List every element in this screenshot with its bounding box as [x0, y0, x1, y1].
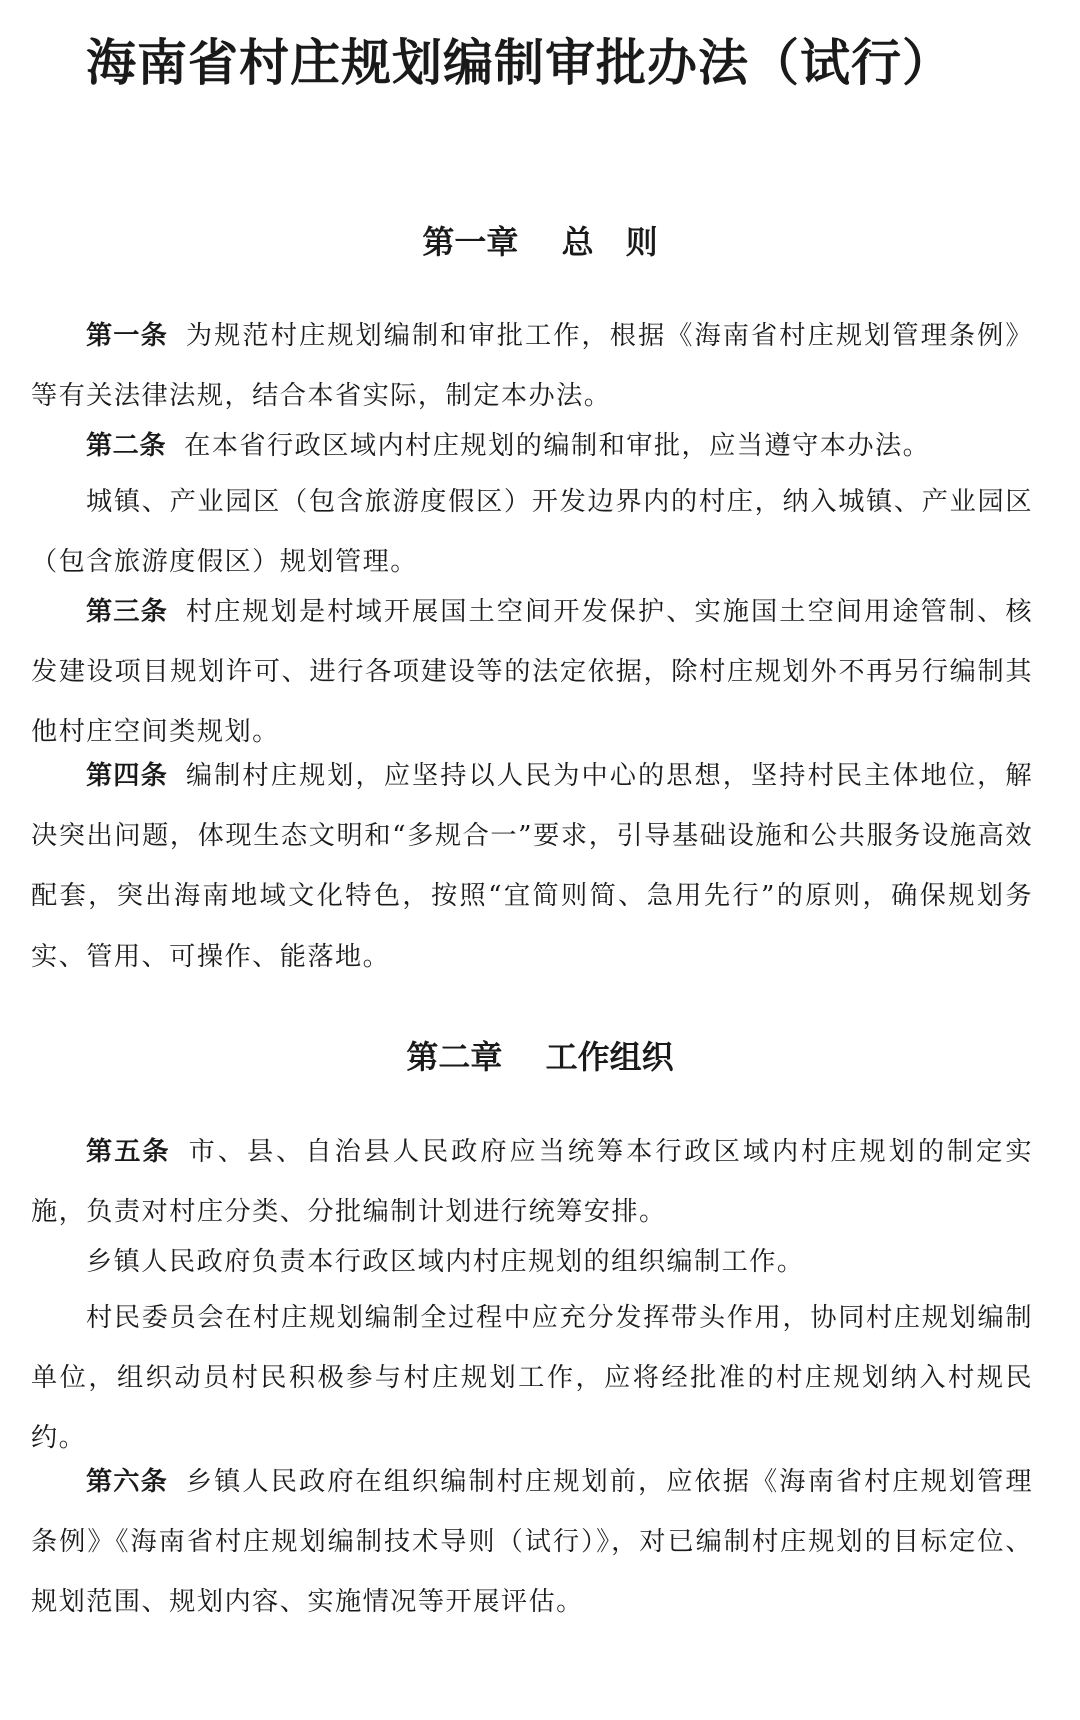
article-label: 第二条: [86, 431, 167, 461]
article-text: 编制村庄规划，应坚持以人民为中心的思想，坚持村民主体地位，解决突出问题，体现生态文明和“多规合一”要求，引导基础设施和公共服务设施高效配套，突出海南地域文化特色，按照“宜简则简、急用先行”的原则，确保规划务实、管用、可操作、能落地。: [31, 761, 1033, 972]
article-6: [31, 1452, 1033, 1633]
article-text: 村民委员会在村庄规划编制全过程中应充分发挥带头作用，协同村庄规划编制单位，组织动员村民积极参与村庄规划工作，应将经批准的村庄规划纳入村规民约。: [31, 1303, 1033, 1454]
chapter-2-heading: 第二章 工作组织: [406, 1038, 674, 1076]
article-text: 在本省行政区域内村庄规划的编制和审批，应当遵守本办法。: [184, 431, 931, 461]
chapter-1-heading: 第一章 总 则: [422, 223, 658, 261]
article-label: 第三条: [86, 597, 168, 627]
article-label: 第六条: [86, 1467, 168, 1497]
article-text: 乡镇人民政府在组织编制村庄规划前，应依据《海南省村庄规划管理条例》《海南省村庄规划编制技术导则（试行）》，对已编制村庄规划的目标定位、规划范围、规划内容、实施情况等开展评估。: [31, 1467, 1033, 1618]
article-label: 第四条: [86, 761, 168, 791]
article-4: [31, 746, 1033, 987]
article-5-paragraph-3: [31, 1288, 1033, 1469]
article-text: 乡镇人民政府负责本行政区域内村庄规划的组织编制工作。: [86, 1247, 805, 1277]
article-5-paragraph-2: [31, 1232, 1033, 1292]
article-2: [31, 416, 1033, 476]
article-label: 第一条: [86, 321, 168, 351]
article-2-paragraph: [31, 472, 1033, 592]
article-5: [31, 1122, 1033, 1242]
article-3: [31, 582, 1033, 763]
article-text: 为规范村庄规划编制和审批工作，根据《海南省村庄规划管理条例》等有关法律法规，结合本省实际，制定本办法。: [31, 321, 1033, 412]
document-title: 海南省村庄规划编制审批办法（试行）: [86, 34, 953, 92]
article-label: 第五条: [86, 1137, 171, 1167]
article-1: [31, 306, 1033, 426]
article-text: 市、县、自治县人民政府应当统筹本行政区域内村庄规划的制定实施，负责对村庄分类、分批编制计划进行统筹安排。: [31, 1137, 1033, 1228]
article-text: 村庄规划是村域开展国土空间开发保护、实施国土空间用途管制、核发建设项目规划许可、进行各项建设等的法定依据，除村庄规划外不再另行编制其他村庄空间类规划。: [31, 597, 1033, 748]
article-text: 城镇、产业园区（包含旅游度假区）开发边界内的村庄，纳入城镇、产业园区（包含旅游度假区）规划管理。: [31, 487, 1033, 578]
